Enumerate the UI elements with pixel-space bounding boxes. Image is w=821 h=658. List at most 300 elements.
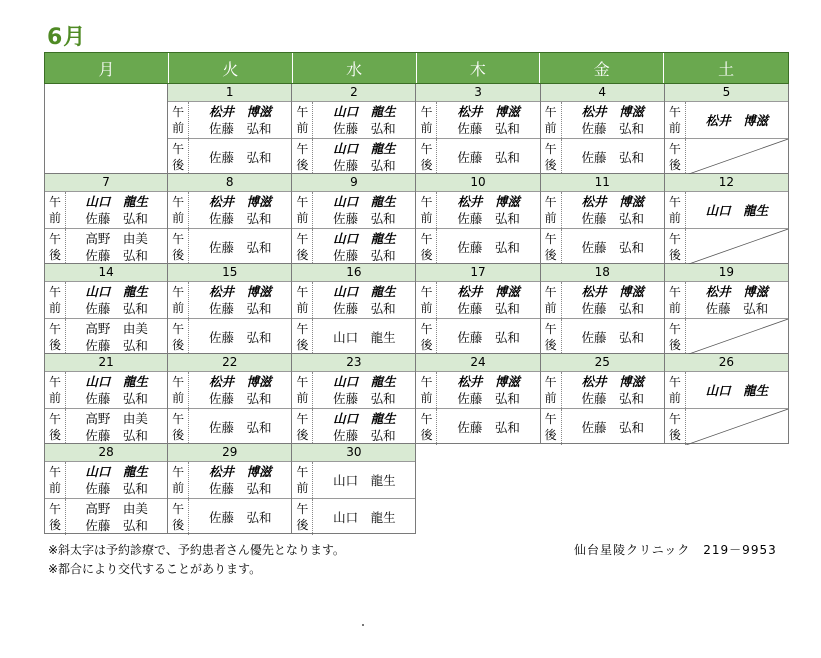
doctor-name: 山口 龍生 <box>333 194 396 209</box>
day-number: 9 <box>292 174 415 192</box>
weekday-sat: 土 <box>718 59 735 79</box>
doctor-name: 松井 博滋 <box>208 194 272 209</box>
doctor-name: 佐藤 弘和 <box>85 211 148 226</box>
doctor-name: 佐藤 弘和 <box>333 301 396 316</box>
doctor-name: 松井 博滋 <box>208 104 272 119</box>
label-char: 午 <box>420 375 433 389</box>
day-number: 11 <box>541 174 664 192</box>
doctor-list <box>686 372 788 408</box>
afternoon-slot <box>292 319 415 355</box>
label-char: 後 <box>544 158 557 172</box>
doctor-name: 山口 龍生 <box>333 284 396 299</box>
day-number: 21 <box>45 354 167 372</box>
afternoon-slot <box>45 499 167 535</box>
afternoon-slot <box>45 409 167 445</box>
morning-slot <box>168 372 291 409</box>
day-cell <box>665 174 789 264</box>
doctor-list <box>562 192 664 228</box>
label-char: 午 <box>296 412 309 426</box>
label-char: 後 <box>668 158 681 172</box>
label-char: 午 <box>668 412 681 426</box>
label-char: 後 <box>544 248 557 262</box>
doctor-list <box>437 409 539 445</box>
label-char: 午 <box>544 105 557 119</box>
doctor-list <box>313 409 415 445</box>
label-char: 午 <box>48 195 61 209</box>
day-number: 7 <box>45 174 167 192</box>
day-number: 2 <box>292 84 415 102</box>
pm-label <box>665 229 686 265</box>
am-label <box>292 282 313 318</box>
doctor-name: 松井 博滋 <box>581 374 644 389</box>
day-number: 8 <box>168 174 291 192</box>
doctor-name: 山口 龍生 <box>333 374 396 389</box>
pm-label <box>292 319 313 355</box>
label-char: 午 <box>48 232 61 246</box>
doctor-name: 佐藤 弘和 <box>333 121 396 136</box>
day-cell <box>416 354 540 444</box>
day-cell <box>416 444 540 534</box>
doctor-name: 佐藤 弘和 <box>208 301 272 316</box>
label-char: 午 <box>172 375 185 389</box>
label-char: 後 <box>172 518 185 532</box>
day-cell <box>416 174 540 264</box>
pm-label <box>541 139 562 175</box>
doctor-list <box>313 139 415 175</box>
doctor-list <box>686 102 788 138</box>
label-char: 前 <box>296 481 309 495</box>
day-cell <box>168 444 292 534</box>
day-cell <box>44 264 168 354</box>
doctor-name: 佐藤 弘和 <box>85 301 148 316</box>
morning-slot <box>45 372 167 409</box>
morning-slot <box>45 462 167 499</box>
afternoon-slot <box>416 229 539 265</box>
doctor-name: 佐藤 弘和 <box>457 391 520 406</box>
doctor-list <box>437 192 539 228</box>
afternoon-slot <box>541 229 664 265</box>
day-number: 28 <box>45 444 167 462</box>
am-label <box>45 282 66 318</box>
doctor-name: 佐藤 弘和 <box>581 329 644 345</box>
doctor-list <box>437 102 539 138</box>
label-char: 午 <box>296 142 309 156</box>
doctor-name: 佐藤 弘和 <box>208 419 272 435</box>
pm-label <box>416 409 437 445</box>
day-number: 12 <box>665 174 788 192</box>
label-char: 午 <box>48 285 61 299</box>
doctor-name: 佐藤 弘和 <box>85 428 148 443</box>
morning-slot <box>292 282 415 319</box>
week-row <box>44 84 789 174</box>
day-cell <box>292 264 416 354</box>
doctor-name: 佐藤 弘和 <box>333 211 396 226</box>
label-char: 前 <box>172 301 185 315</box>
day-number: 4 <box>541 84 664 102</box>
closed-slash <box>686 319 788 355</box>
label-char: 前 <box>420 121 433 135</box>
am-label <box>168 372 189 408</box>
label-char: 前 <box>668 121 681 135</box>
morning-slot <box>168 102 291 139</box>
am-label <box>541 372 562 408</box>
day-cell <box>541 84 665 174</box>
closed-slash <box>686 229 788 265</box>
pm-label <box>541 409 562 445</box>
am-label <box>45 372 66 408</box>
am-label <box>292 192 313 228</box>
doctor-name: 山口 龍生 <box>705 382 769 398</box>
label-char: 午 <box>172 142 185 156</box>
pm-label <box>541 229 562 265</box>
am-label <box>541 282 562 318</box>
label-char: 午 <box>668 375 681 389</box>
day-cell <box>168 174 292 264</box>
weekday-tue: 火 <box>169 53 293 83</box>
afternoon-slot <box>665 319 788 355</box>
label-char: 前 <box>668 391 681 405</box>
pm-label <box>416 139 437 175</box>
label-char: 午 <box>296 502 309 516</box>
am-label <box>45 462 66 498</box>
day-number: 3 <box>416 84 539 102</box>
page-title: 6月 <box>47 25 87 50</box>
doctor-list <box>562 282 664 318</box>
label-char: 前 <box>296 121 309 135</box>
day-number: 22 <box>168 354 291 372</box>
label-char: 午 <box>172 412 185 426</box>
label-char: 前 <box>420 391 433 405</box>
day-cell <box>168 84 292 174</box>
doctor-name: 佐藤 弘和 <box>581 391 644 406</box>
doctor-name: 高野 由美 <box>85 501 148 516</box>
am-label <box>292 102 313 138</box>
doctor-name: 松井 博滋 <box>705 284 769 299</box>
afternoon-slot <box>541 409 664 445</box>
day-cell <box>168 264 292 354</box>
doctor-name: 佐藤 弘和 <box>85 481 148 496</box>
doctor-list <box>66 372 167 408</box>
doctor-list <box>562 139 664 175</box>
pm-label <box>168 319 189 355</box>
day-number: 14 <box>45 264 167 282</box>
label-char: 午 <box>668 232 681 246</box>
doctor-name: 佐藤 弘和 <box>208 149 272 165</box>
doctor-list <box>313 499 415 535</box>
label-char: 午 <box>544 195 557 209</box>
doctor-list <box>189 409 291 445</box>
label-char: 後 <box>668 428 681 442</box>
label-char: 午 <box>296 105 309 119</box>
doctor-name: 佐藤 弘和 <box>457 211 520 226</box>
doctor-list <box>562 319 664 355</box>
doctor-name: 佐藤 弘和 <box>208 481 272 496</box>
label-char: 後 <box>172 428 185 442</box>
doctor-list <box>66 229 167 265</box>
doctor-name: 山口 龍生 <box>85 284 148 299</box>
day-number: 5 <box>665 84 788 102</box>
label-char: 午 <box>420 142 433 156</box>
day-cell <box>44 444 168 534</box>
day-cell <box>44 354 168 444</box>
doctor-name: 佐藤 弘和 <box>208 509 272 525</box>
afternoon-slot <box>168 409 291 445</box>
morning-slot <box>416 282 539 319</box>
morning-slot <box>292 192 415 229</box>
doctor-name: 高野 由美 <box>85 411 148 426</box>
afternoon-slot <box>168 319 291 355</box>
label-char: 前 <box>668 211 681 225</box>
morning-slot <box>168 282 291 319</box>
label-char: 午 <box>420 232 433 246</box>
pm-label <box>45 409 66 445</box>
afternoon-slot <box>416 139 539 175</box>
am-label <box>665 192 686 228</box>
am-label <box>416 102 437 138</box>
label-char: 前 <box>172 391 185 405</box>
am-label <box>292 372 313 408</box>
label-char: 前 <box>172 121 185 135</box>
doctor-name: 松井 博滋 <box>457 374 520 389</box>
label-char: 前 <box>668 301 681 315</box>
label-char: 後 <box>420 428 433 442</box>
pm-label <box>541 319 562 355</box>
label-char: 前 <box>48 391 61 405</box>
label-char: 午 <box>48 465 61 479</box>
afternoon-slot <box>292 139 415 175</box>
pm-label <box>45 499 66 535</box>
day-cell <box>292 354 416 444</box>
doctor-list <box>313 229 415 265</box>
doctor-name: 松井 博滋 <box>208 284 272 299</box>
pm-label <box>292 229 313 265</box>
am-label <box>416 192 437 228</box>
doctor-list <box>313 372 415 408</box>
doctor-list <box>686 282 788 318</box>
am-label <box>168 282 189 318</box>
doctor-name: 佐藤 弘和 <box>581 121 644 136</box>
morning-slot <box>292 462 415 499</box>
doctor-list <box>437 229 539 265</box>
pm-label <box>416 229 437 265</box>
label-char: 前 <box>48 481 61 495</box>
morning-slot <box>541 282 664 319</box>
weekday-wed: 水 <box>293 53 417 83</box>
day-cell <box>292 174 416 264</box>
day-number: 23 <box>292 354 415 372</box>
pm-label <box>292 409 313 445</box>
morning-slot <box>665 282 788 319</box>
label-char: 後 <box>420 158 433 172</box>
doctor-name: 山口 龍生 <box>333 141 396 156</box>
doctor-list <box>313 282 415 318</box>
afternoon-slot <box>168 229 291 265</box>
pm-label <box>168 409 189 445</box>
label-char: 午 <box>544 285 557 299</box>
day-number: 29 <box>168 444 291 462</box>
am-label <box>665 282 686 318</box>
doctor-name: 松井 博滋 <box>208 374 272 389</box>
label-char: 午 <box>48 412 61 426</box>
label-char: 午 <box>544 232 557 246</box>
day-number: 19 <box>665 264 788 282</box>
doctor-name: 松井 博滋 <box>457 194 520 209</box>
label-char: 午 <box>544 142 557 156</box>
doctor-list <box>562 409 664 445</box>
doctor-list <box>437 282 539 318</box>
doctor-name: 佐藤 弘和 <box>333 158 396 173</box>
morning-slot <box>416 192 539 229</box>
morning-slot <box>541 102 664 139</box>
doctor-list <box>189 192 291 228</box>
doctor-name: 佐藤 弘和 <box>581 149 644 165</box>
day-number: 18 <box>541 264 664 282</box>
label-char: 後 <box>296 248 309 262</box>
doctor-name: 佐藤 弘和 <box>208 329 272 345</box>
doctor-name: 佐藤 弘和 <box>457 239 520 255</box>
day-number: 15 <box>168 264 291 282</box>
doctor-name: 佐藤 弘和 <box>457 149 520 165</box>
label-char: 前 <box>420 301 433 315</box>
am-label <box>665 102 686 138</box>
doctor-name: 山口 龍生 <box>333 329 396 345</box>
label-char: 後 <box>296 338 309 352</box>
doctor-name: 佐藤 弘和 <box>333 428 396 443</box>
doctor-name: 松井 博滋 <box>457 104 520 119</box>
doctor-list <box>313 319 415 355</box>
label-char: 午 <box>668 195 681 209</box>
label-char: 午 <box>48 322 61 336</box>
doctor-name: 山口 龍生 <box>333 411 396 426</box>
afternoon-slot <box>541 319 664 355</box>
weekday-mon: 月 <box>45 53 169 83</box>
label-char: 午 <box>172 285 185 299</box>
doctor-name: 山口 龍生 <box>333 231 396 246</box>
calendar-weeks <box>44 84 789 534</box>
label-char: 午 <box>296 322 309 336</box>
doctor-list <box>437 139 539 175</box>
afternoon-slot <box>45 319 167 355</box>
label-char: 後 <box>172 248 185 262</box>
label-char: 午 <box>48 375 61 389</box>
doctor-name: 山口 龍生 <box>333 104 396 119</box>
day-cell <box>541 174 665 264</box>
label-char: 午 <box>420 322 433 336</box>
label-char: 午 <box>668 142 681 156</box>
doctor-name: 佐藤 弘和 <box>333 391 396 406</box>
doctor-list <box>66 319 167 355</box>
doctor-name: 佐藤 弘和 <box>208 391 272 406</box>
doctor-list <box>189 462 291 498</box>
label-char: 前 <box>544 391 557 405</box>
label-char: 午 <box>296 375 309 389</box>
label-char: 前 <box>172 481 185 495</box>
doctor-name: 佐藤 弘和 <box>208 239 272 255</box>
day-cell <box>416 84 540 174</box>
day-cell <box>665 444 789 534</box>
day-number: 16 <box>292 264 415 282</box>
am-label <box>168 192 189 228</box>
doctor-name: 佐藤 弘和 <box>457 121 520 136</box>
label-char: 前 <box>296 211 309 225</box>
doctor-list <box>562 102 664 138</box>
pm-label <box>45 319 66 355</box>
day-cell <box>541 444 665 534</box>
day-cell <box>168 354 292 444</box>
doctor-name: 山口 龍生 <box>85 194 148 209</box>
doctor-list <box>189 229 291 265</box>
doctor-list <box>313 192 415 228</box>
doctor-name: 佐藤 弘和 <box>85 248 148 263</box>
doctor-list <box>66 409 167 445</box>
doctor-name: 佐藤 弘和 <box>581 301 644 316</box>
afternoon-slot <box>45 229 167 265</box>
day-cell <box>292 84 416 174</box>
day-cell <box>292 444 416 534</box>
label-char: 後 <box>420 248 433 262</box>
am-label <box>665 372 686 408</box>
doctor-list <box>66 499 167 535</box>
doctor-list <box>189 102 291 138</box>
am-label <box>416 372 437 408</box>
closed-slash <box>686 139 788 175</box>
note-italic-bold: ※斜太字は予約診療で、予約患者さん優先となります。 <box>48 543 345 557</box>
doctor-name: 山口 龍生 <box>85 464 148 479</box>
label-char: 午 <box>668 105 681 119</box>
doctor-name: 佐藤 弘和 <box>208 121 272 136</box>
doctor-name: 松井 博滋 <box>208 464 272 479</box>
schedule-calendar <box>44 52 789 534</box>
afternoon-slot <box>665 409 788 445</box>
label-char: 前 <box>420 211 433 225</box>
pm-label <box>665 409 686 445</box>
pm-label <box>665 319 686 355</box>
doctor-name: 松井 博滋 <box>581 194 644 209</box>
morning-slot <box>665 102 788 139</box>
label-char: 後 <box>48 248 61 262</box>
doctor-name: 佐藤 弘和 <box>457 329 520 345</box>
label-char: 午 <box>668 285 681 299</box>
morning-slot <box>541 372 664 409</box>
label-char: 後 <box>48 428 61 442</box>
label-char: 午 <box>544 322 557 336</box>
pm-label <box>45 229 66 265</box>
doctor-name: 佐藤 弘和 <box>333 248 396 263</box>
day-number: 24 <box>416 354 539 372</box>
label-char: 前 <box>296 301 309 315</box>
doctor-name: 佐藤 弘和 <box>581 239 644 255</box>
label-char: 午 <box>420 285 433 299</box>
day-number: 1 <box>168 84 291 102</box>
morning-slot <box>665 192 788 229</box>
label-char: 後 <box>668 248 681 262</box>
doctor-list <box>313 102 415 138</box>
label-char: 後 <box>544 428 557 442</box>
morning-slot <box>416 372 539 409</box>
pm-label <box>416 319 437 355</box>
day-number: 10 <box>416 174 539 192</box>
doctor-name: 松井 博滋 <box>581 284 644 299</box>
afternoon-slot <box>292 499 415 535</box>
label-char: 午 <box>544 412 557 426</box>
doctor-list <box>66 282 167 318</box>
label-char: 前 <box>296 391 309 405</box>
day-cell <box>416 264 540 354</box>
doctor-list <box>189 282 291 318</box>
afternoon-slot <box>665 229 788 265</box>
doctor-list <box>189 372 291 408</box>
day-number: 30 <box>292 444 415 462</box>
